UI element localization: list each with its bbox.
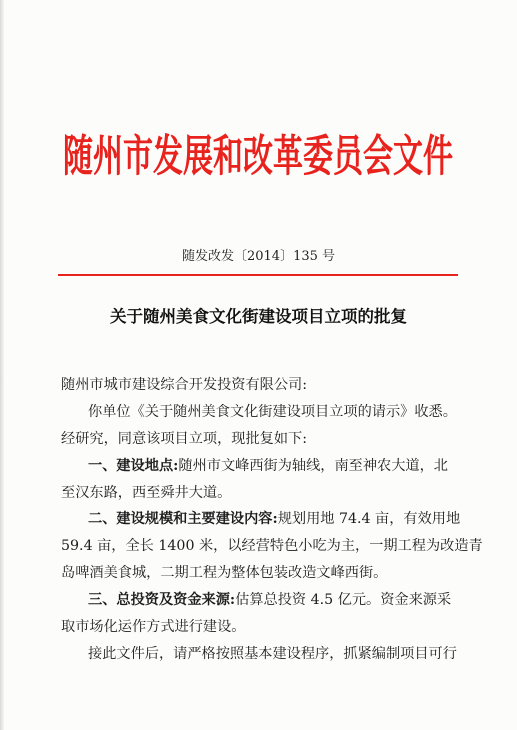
section-1-text: 随州市文峰西街为轴线，南至神农大道，北 bbox=[178, 457, 448, 474]
section-2-continuation-1: 59.4 亩，全长 1400 米，以经营特色小吃为主，一期工程为改造青 bbox=[61, 538, 483, 555]
section-2-line bbox=[61, 506, 461, 533]
document-number: 随发改发〔2014〕135 号 bbox=[181, 249, 336, 264]
section-1-heading: 一、建设地点: bbox=[88, 457, 179, 474]
intro-line-1: 你单位《关于随州美食文化街建设项目立项的请示》收悉。 bbox=[88, 403, 457, 420]
section-3-heading: 三、总投资及资金来源: bbox=[88, 592, 236, 609]
section-2-text: 规划用地 74.4 亩，有效用地 bbox=[277, 511, 461, 528]
red-separator-line bbox=[58, 274, 458, 276]
issuing-agency-header: 随州市发展和改革委员会文件 bbox=[63, 131, 453, 183]
section-1-continuation: 至汉东路，西至舜井大道。 bbox=[61, 484, 232, 501]
scan-edge-shadow bbox=[0, 0, 4, 730]
section-3-line bbox=[61, 587, 461, 614]
section-3-continuation: 取市场化运作方式进行建设。 bbox=[61, 619, 246, 636]
closing-line: 接此文件后，请严格按照基本建设程序，抓紧编制项目可行 bbox=[88, 645, 457, 662]
document-body bbox=[61, 372, 483, 668]
section-2-heading: 二、建设规模和主要建设内容: bbox=[88, 511, 278, 528]
intro-line-2: 经研究，同意该项目立项，现批复如下: bbox=[61, 430, 307, 447]
section-2-continuation-2: 岛啤酒美食城，二期工程为整体包装改造文峰西街。 bbox=[61, 565, 388, 582]
section-1-line bbox=[61, 453, 461, 480]
section-3-text: 估算总投资 4.5 亿元。资金来源采 bbox=[235, 592, 452, 609]
addressee-line: 随州市城市建设综合开发投资有限公司: bbox=[61, 377, 307, 393]
document-title: 关于随州美食文化街建设项目立项的批复 bbox=[110, 307, 407, 326]
